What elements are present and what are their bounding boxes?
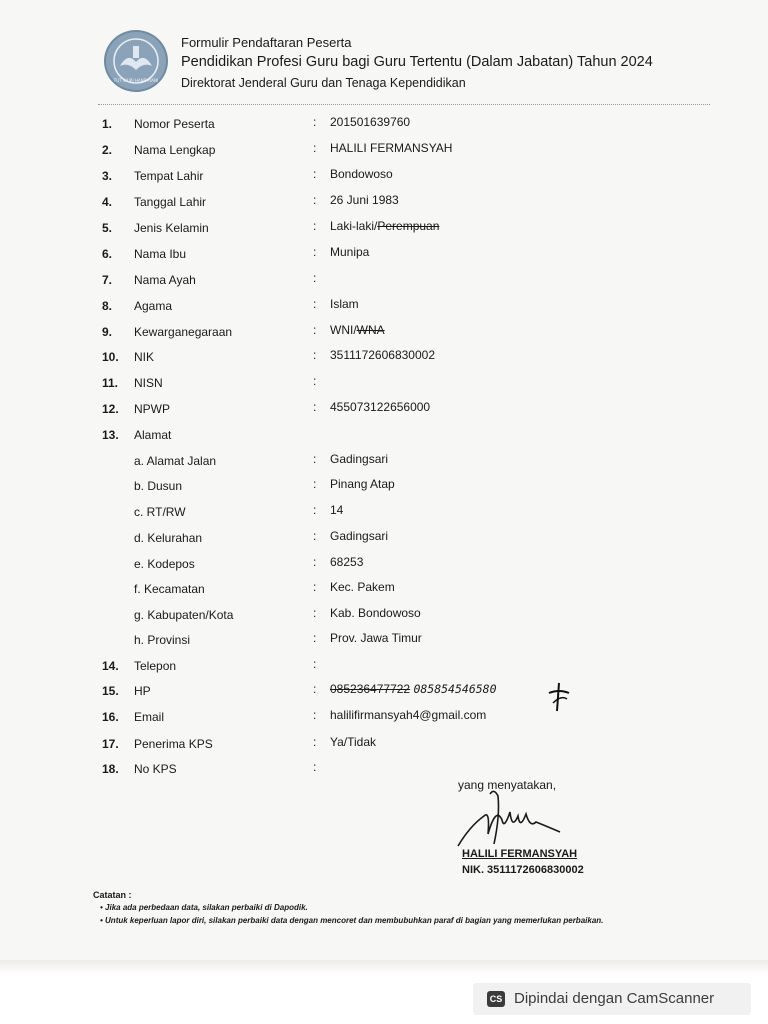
form-row <box>0 684 768 704</box>
field-label: HP <box>134 684 151 698</box>
field-label: Tempat Lahir <box>134 169 204 183</box>
form-row <box>0 582 768 602</box>
field-colon: : <box>313 657 317 671</box>
field-label: c. RT/RW <box>134 505 186 519</box>
field-colon: : <box>313 580 317 594</box>
form-row <box>0 505 768 525</box>
row-number: 13. <box>102 428 119 442</box>
field-value-text: Pinang Atap <box>330 477 395 491</box>
field-label: f. Kecamatan <box>134 582 205 596</box>
field-value-text: Gadingsari <box>330 529 389 543</box>
row-number: 7. <box>102 273 113 287</box>
field-value-text: 68253 <box>330 555 364 569</box>
form-title: Pendidikan Profesi Guru bagi Guru Tertentu (Dalam Jabatan) Tahun 2024 <box>181 54 653 70</box>
header-divider <box>98 104 710 105</box>
field-value-text: Kab. Bondowoso <box>330 606 421 620</box>
field-value-text: 3511172606830002 <box>330 348 435 362</box>
row-number: 8. <box>102 299 113 313</box>
field-value <box>330 193 399 207</box>
form-row <box>0 273 768 293</box>
field-value-text: Kec. Pakem <box>330 580 395 594</box>
field-label: Jenis Kelamin <box>134 221 209 235</box>
field-label: NPWP <box>134 402 170 416</box>
field-value <box>330 529 388 543</box>
form-row <box>0 737 768 757</box>
field-colon: : <box>313 193 317 207</box>
field-colon: : <box>313 735 317 749</box>
row-number: 3. <box>102 169 113 183</box>
row-number: 4. <box>102 195 113 209</box>
field-value <box>330 555 363 569</box>
field-label: Agama <box>134 299 173 313</box>
signer-nik: NIK. 3511172606830002 <box>462 864 584 876</box>
form-row <box>0 169 768 189</box>
field-label: Tanggal Lahir <box>134 195 207 209</box>
field-label: a. Alamat Jalan <box>134 454 217 468</box>
field-value-text: Prov. Jawa Timur <box>330 631 422 645</box>
field-value <box>330 503 343 517</box>
field-value-text: halilifirmansyah4@gmail.com <box>330 708 487 722</box>
field-colon: : <box>313 760 317 774</box>
field-value-text: HALILI FERMANSYAH <box>330 141 453 155</box>
field-value <box>330 167 393 181</box>
field-value <box>330 141 452 155</box>
field-value <box>330 735 376 749</box>
page-edge <box>0 960 768 974</box>
row-number: 16. <box>102 710 119 724</box>
field-colon: : <box>313 682 317 696</box>
field-colon: : <box>313 348 317 362</box>
camscanner-label: Dipindai dengan CamScanner <box>514 990 715 1007</box>
field-value-text: 201501639760 <box>330 115 411 129</box>
form-row <box>0 531 768 551</box>
field-value <box>330 348 435 362</box>
field-value-text: WNI/ <box>330 323 357 337</box>
field-colon: : <box>313 297 317 311</box>
row-number: 2. <box>102 143 113 157</box>
form-row <box>0 557 768 577</box>
row-number: 9. <box>102 325 113 339</box>
form-row <box>0 710 768 730</box>
field-value <box>330 631 422 645</box>
field-colon: : <box>313 323 317 337</box>
row-number: 14. <box>102 659 119 673</box>
field-label: NISN <box>134 376 163 390</box>
field-colon: : <box>313 477 317 491</box>
form-row <box>0 325 768 345</box>
form-row <box>0 608 768 628</box>
row-number: 1. <box>102 117 113 131</box>
field-label: g. Kabupaten/Kota <box>134 608 234 622</box>
field-value <box>330 219 439 233</box>
field-value-text: Ya/Tidak <box>330 735 377 749</box>
form-row <box>0 117 768 137</box>
field-value-text: Gadingsari <box>330 452 389 466</box>
field-colon: : <box>313 245 317 259</box>
field-colon: : <box>313 374 317 388</box>
field-colon: : <box>313 271 317 285</box>
field-colon: : <box>313 606 317 620</box>
form-row <box>0 221 768 241</box>
form-row <box>0 299 768 319</box>
field-label: Nama Ibu <box>134 247 187 261</box>
form-row <box>0 247 768 267</box>
row-number: 18. <box>102 762 119 776</box>
row-number: 17. <box>102 737 119 751</box>
field-value <box>330 400 430 414</box>
initial-mark-icon <box>545 681 573 713</box>
form-subtitle: Formulir Pendaftaran Peserta <box>181 35 352 50</box>
struck-value: WNA <box>356 323 385 337</box>
field-value-text: Laki-laki/ <box>330 219 378 233</box>
field-colon: : <box>313 400 317 414</box>
field-value-text: 455073122656000 <box>330 400 431 414</box>
field-label: d. Kelurahan <box>134 531 203 545</box>
field-label: Penerima KPS <box>134 737 213 751</box>
field-label: Alamat <box>134 428 172 442</box>
camscanner-watermark <box>473 983 751 1015</box>
signature-intro: yang menyatakan, <box>458 778 557 792</box>
field-value <box>330 682 497 696</box>
field-value <box>330 477 395 491</box>
signer-name: HALILI FERMANSYAH <box>462 848 578 860</box>
logo-motto: TUT WURI HANDAYANI <box>113 78 159 83</box>
note-item: • Jika ada perbedaan data, silakan perbaiki di Dapodik. <box>100 903 308 912</box>
field-colon: : <box>313 529 317 543</box>
field-colon: : <box>313 219 317 233</box>
field-label: e. Kodepos <box>134 557 195 571</box>
field-value-text: Islam <box>330 297 359 311</box>
field-colon: : <box>313 631 317 645</box>
struck-value: Perempuan <box>377 219 440 233</box>
field-value <box>330 452 388 466</box>
form-row <box>0 762 768 782</box>
field-value <box>330 245 369 259</box>
field-colon: : <box>313 452 317 466</box>
field-colon: : <box>313 708 317 722</box>
row-number: 5. <box>102 221 113 235</box>
field-value <box>330 323 385 337</box>
row-number: 12. <box>102 402 119 416</box>
field-value <box>330 297 359 311</box>
field-label: h. Provinsi <box>134 633 191 647</box>
form-row <box>0 633 768 653</box>
handwritten-signature-icon <box>450 786 570 850</box>
form-directorate: Direktorat Jenderal Guru dan Tenaga Kependidikan <box>181 76 466 90</box>
form-row <box>0 376 768 396</box>
field-colon: : <box>313 115 317 129</box>
field-colon: : <box>313 555 317 569</box>
form-row <box>0 428 768 448</box>
form-row <box>0 350 768 370</box>
notes-title: Catatan : <box>93 890 132 900</box>
field-label: Email <box>134 710 165 724</box>
field-value-text: 14 <box>330 503 344 517</box>
form-row <box>0 659 768 679</box>
field-label: NIK <box>134 350 155 364</box>
form-row <box>0 195 768 215</box>
field-colon: : <box>313 141 317 155</box>
field-label: Kewarganegaraan <box>134 325 233 339</box>
row-number: 11. <box>102 376 119 390</box>
field-label: Telepon <box>134 659 177 673</box>
field-colon: : <box>313 167 317 181</box>
field-value <box>330 708 486 722</box>
field-label: Nama Lengkap <box>134 143 216 157</box>
form-row <box>0 143 768 163</box>
form-row <box>0 454 768 474</box>
field-value <box>330 580 395 594</box>
field-label: No KPS <box>134 762 177 776</box>
field-value-text: 26 Juni 1983 <box>330 193 399 207</box>
struck-value: 085236477722 <box>330 682 411 696</box>
row-number: 6. <box>102 247 113 261</box>
field-value <box>330 606 421 620</box>
tut-wuri-handayani-emblem-icon <box>104 30 168 92</box>
field-value <box>330 115 410 129</box>
field-label: b. Dusun <box>134 479 183 493</box>
field-label: Nama Ayah <box>134 273 196 287</box>
row-number: 10. <box>102 350 119 364</box>
field-colon: : <box>313 503 317 517</box>
field-value-text: Munipa <box>330 245 370 259</box>
form-row <box>0 402 768 422</box>
note-item: • Untuk keperluan lapor diri, silakan perbaiki data dengan mencoret dan membubuhkan paraf di bagian yang memerlukan perbaikan. <box>100 916 604 925</box>
handwritten-value: 085854546580 <box>413 682 497 696</box>
field-value-text: Bondowoso <box>330 167 393 181</box>
row-number: 15. <box>102 684 119 698</box>
field-label: Nomor Peserta <box>134 117 215 131</box>
form-row <box>0 479 768 499</box>
camscanner-icon: CS <box>487 991 505 1007</box>
